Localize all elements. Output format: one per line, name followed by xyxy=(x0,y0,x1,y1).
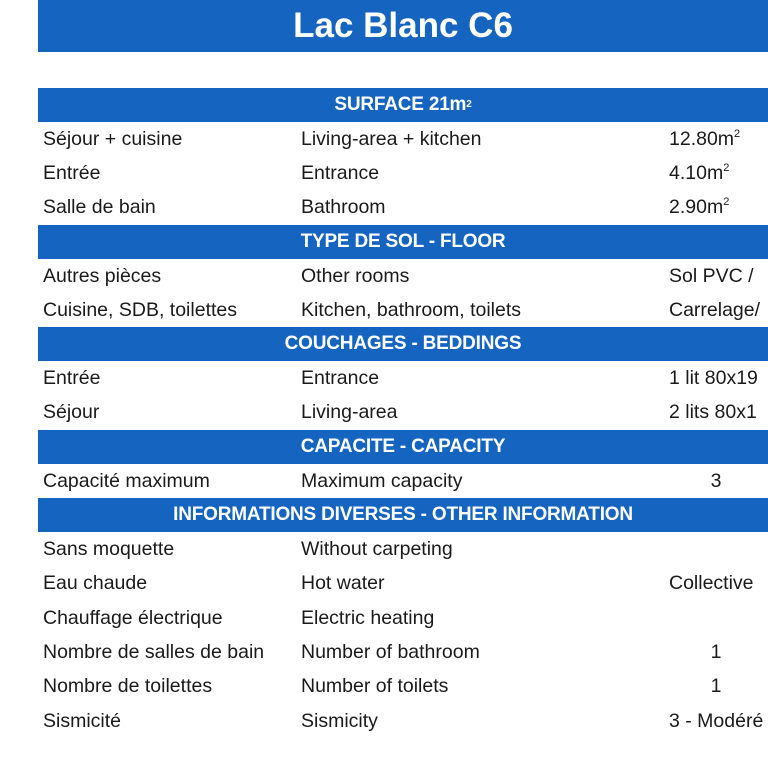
row-value-text: Collective xyxy=(669,572,754,595)
row-value xyxy=(664,710,768,733)
label-french: Sismicité xyxy=(43,709,122,732)
row-value-text: 1 xyxy=(710,640,722,663)
label-french: Autres pièces xyxy=(43,264,162,287)
section-header xyxy=(38,430,768,464)
row-value xyxy=(664,299,768,322)
table-row xyxy=(38,567,768,601)
label-french: Chauffage électrique xyxy=(43,606,223,629)
section-header-label: TYPE DE SOL - FLOOR xyxy=(300,230,506,252)
page-title: Lac Blanc C6 xyxy=(38,0,768,52)
row-value-text: Carrelage/ xyxy=(669,298,761,321)
row-value-text: 3 xyxy=(710,469,722,492)
label-english: Number of toilets xyxy=(301,675,449,698)
row-value-text: 2 lits 80x1 xyxy=(669,401,757,424)
row-value xyxy=(664,196,768,219)
table-row xyxy=(38,259,768,293)
row-value-superscript: 2 xyxy=(723,196,730,209)
label-english: Maximum capacity xyxy=(301,469,463,492)
label-english: Electric heating xyxy=(301,606,435,629)
row-value-text: 1 lit 80x19 xyxy=(669,367,758,390)
table-row xyxy=(38,670,768,704)
table-row xyxy=(38,191,768,225)
label-english: Sismicity xyxy=(301,709,378,732)
table-row xyxy=(38,396,768,430)
label-french: Nombre de salles de bain xyxy=(43,640,265,663)
row-value xyxy=(664,367,768,390)
table-row xyxy=(38,122,768,156)
row-value xyxy=(664,265,768,288)
row-value xyxy=(664,572,768,595)
row-value-text: Sol PVC / xyxy=(669,264,754,287)
label-french: Salle de bain xyxy=(43,196,156,219)
label-english: Other rooms xyxy=(301,264,410,287)
label-english: Without carpeting xyxy=(301,538,453,561)
row-value-text: 2.90m xyxy=(669,196,724,219)
section-header-label: INFORMATIONS DIVERSES - OTHER INFORMATION xyxy=(173,504,633,526)
row-value xyxy=(664,470,768,493)
section-header-label: SURFACE 21m xyxy=(334,94,467,115)
label-english: Number of bathroom xyxy=(301,640,480,663)
row-value-superscript: 2 xyxy=(723,161,730,174)
row-value xyxy=(664,162,768,185)
table-row xyxy=(38,704,768,738)
label-english: Living-area xyxy=(301,401,398,424)
section-header-label: COUCHAGES - BEDDINGS xyxy=(284,333,522,355)
row-value xyxy=(664,401,768,424)
label-french: Séjour xyxy=(43,401,100,424)
row-value-text: 1 xyxy=(710,675,722,698)
section-header xyxy=(38,498,768,532)
row-value xyxy=(664,641,768,664)
label-english: Entrance xyxy=(301,367,380,390)
info-table xyxy=(38,88,768,738)
section-header: SURFACE 21m 2 xyxy=(38,88,768,122)
row-value-text: 3 - Modéré xyxy=(669,709,764,732)
table-row xyxy=(38,293,768,327)
label-english: Kitchen, bathroom, toilets xyxy=(301,298,522,321)
label-french: Sans moquette xyxy=(43,538,175,561)
section-header xyxy=(38,225,768,259)
label-french: Entrée xyxy=(43,161,101,184)
label-french: Capacité maximum xyxy=(43,469,210,492)
label-french: Séjour + cuisine xyxy=(43,127,183,150)
table-row xyxy=(38,361,768,395)
label-english: Bathroom xyxy=(301,196,386,219)
section-header xyxy=(38,327,768,361)
label-french: Eau chaude xyxy=(43,572,148,595)
row-value xyxy=(664,675,768,698)
row-value-text: 4.10m xyxy=(669,161,724,184)
table-row xyxy=(38,464,768,498)
table-row xyxy=(38,156,768,190)
label-english: Living-area + kitchen xyxy=(301,127,482,150)
section-header-label: CAPACITE - CAPACITY xyxy=(300,436,506,458)
row-value-text: 12.80m xyxy=(669,127,735,150)
table-row xyxy=(38,601,768,635)
label-english: Hot water xyxy=(301,572,385,595)
label-english: Entrance xyxy=(301,161,380,184)
table-row xyxy=(38,532,768,566)
label-french: Cuisine, SDB, toilettes xyxy=(43,298,238,321)
table-row xyxy=(38,635,768,669)
label-french: Nombre de toilettes xyxy=(43,675,213,698)
label-french: Entrée xyxy=(43,367,101,390)
row-value xyxy=(664,128,768,151)
row-value-superscript: 2 xyxy=(734,127,741,140)
